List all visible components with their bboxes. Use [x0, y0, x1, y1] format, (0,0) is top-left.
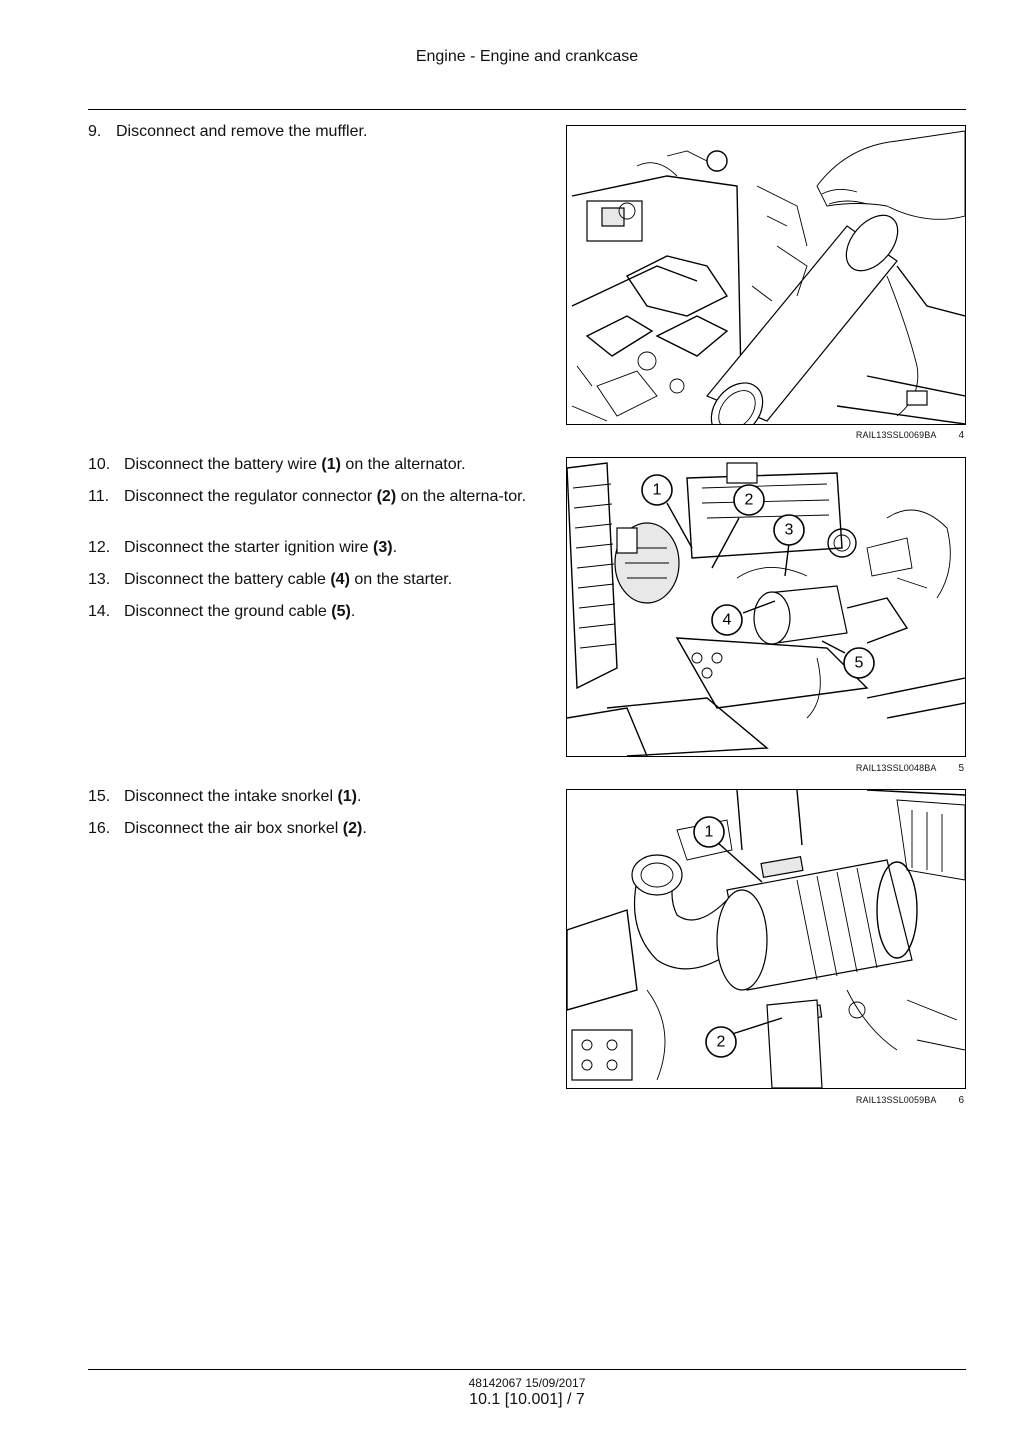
step-number: 9.: [88, 123, 102, 140]
figure-caption-5: [566, 763, 964, 774]
step-14: [88, 602, 534, 622]
step-number: 12.: [88, 539, 111, 556]
step-15: [88, 787, 534, 807]
svg-text:3: 3: [784, 521, 794, 539]
step-text: Disconnect the battery cable (4) on the starter.: [124, 571, 453, 588]
step-number: 16.: [88, 820, 111, 837]
step-text: Disconnect the starter ignition wire (3).: [124, 539, 398, 556]
callout-4: [712, 605, 742, 635]
svg-text:1: 1: [652, 481, 662, 499]
air-intake-illustration: [567, 790, 965, 1088]
figure-code: RAIL13SSL0059BA: [855, 1095, 937, 1105]
reference-number: (1): [321, 456, 341, 473]
reference-number: (2): [376, 488, 397, 505]
step-text: Disconnect and remove the muffler.: [116, 123, 368, 140]
step-12: [88, 538, 534, 558]
reference-number: (1): [337, 788, 358, 805]
step-text: Disconnect the battery wire (1) on the alternator.: [124, 456, 466, 473]
svg-text:2: 2: [716, 1033, 726, 1051]
muffler-illustration: [567, 126, 965, 424]
svg-text:4: 4: [722, 611, 732, 629]
reference-number: (2): [342, 820, 363, 837]
step-number: 11.: [88, 488, 110, 505]
callout-1: [694, 817, 724, 847]
step-10: [88, 455, 534, 475]
step-text: Disconnect the intake snorkel (1).: [124, 788, 362, 805]
figure-number: 5: [958, 763, 964, 774]
svg-text:5: 5: [854, 654, 864, 672]
footer-page-number: 10.1 [10.001] / 7: [469, 1391, 585, 1408]
figure-alternator-starter: [566, 457, 966, 757]
step-16: [88, 819, 534, 839]
step-number: 13.: [88, 571, 111, 588]
footer-rule: [88, 1369, 966, 1370]
figure-caption-6: [566, 1095, 964, 1106]
step-text: Disconnect the ground cable (5).: [124, 603, 356, 620]
step-number: 15.: [88, 788, 111, 805]
page-header: Engine - Engine and crankcase: [415, 48, 639, 65]
figure-code: RAIL13SSL0048BA: [855, 763, 937, 773]
callout-5: [844, 648, 874, 678]
figure-code: RAIL13SSL0069BA: [855, 430, 937, 440]
callout-2: [706, 1027, 736, 1057]
svg-text:1: 1: [704, 823, 714, 841]
figure-air-intake: [566, 789, 966, 1089]
step-13: [88, 570, 534, 590]
svg-text:2: 2: [744, 491, 754, 509]
callout-1: [642, 475, 672, 505]
step-text: Disconnect the air box snorkel (2).: [124, 820, 367, 837]
figure-muffler: [566, 125, 966, 425]
reference-number: (5): [331, 603, 351, 620]
reference-number: (3): [373, 539, 393, 556]
header-rule: [88, 109, 966, 110]
step-text: Disconnect the regulator connector (2) on the alterna-tor.: [124, 488, 527, 505]
step-11: [88, 487, 534, 507]
figure-number: 6: [958, 1095, 964, 1106]
step-number: 10.: [88, 456, 111, 473]
reference-number: (4): [330, 571, 350, 588]
alternator-starter-illustration: [567, 458, 965, 756]
step-9: [88, 122, 526, 142]
callout-3: [774, 515, 804, 545]
figure-number: 4: [958, 430, 964, 441]
footer-document-id: 48142067 15/09/2017: [468, 1376, 586, 1390]
figure-caption-4: [566, 430, 964, 441]
step-number: 14.: [88, 603, 111, 620]
callout-2: [734, 485, 764, 515]
